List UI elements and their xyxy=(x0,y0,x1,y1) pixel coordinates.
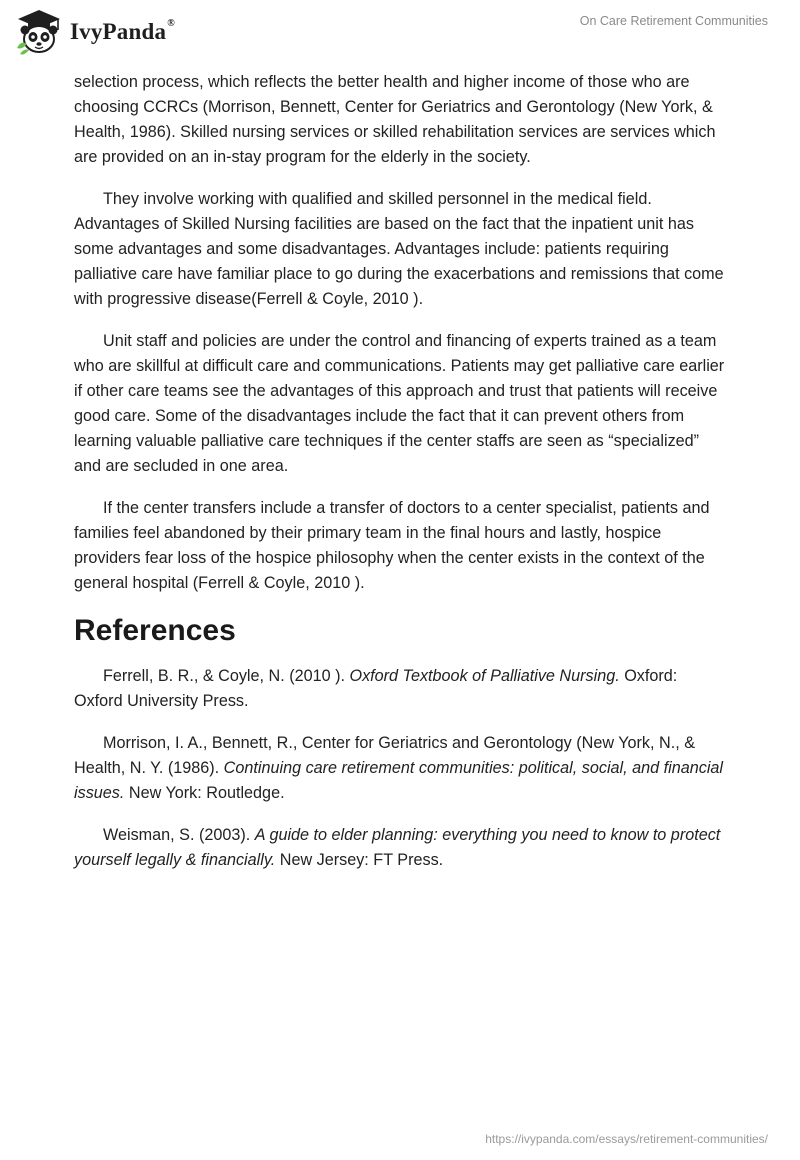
reference-item xyxy=(74,731,726,806)
body-paragraph: If the center transfers include a transfer of doctors to a center specialist, patients and families feel abandoned by their primary team in the final hours and lastly, hospice providers fear loss of the hospice philosophy when the center exists in the context of the general hospital (Ferrell & Coyle, 2010 ). xyxy=(74,499,710,592)
reference-publisher: New Jersey: FT Press. xyxy=(275,851,444,869)
reference-publisher: Oxford: Oxford University Press. xyxy=(74,667,678,710)
brand-name: IvyPanda® xyxy=(70,18,175,44)
reference-title: Oxford Textbook of Palliative Nursing. xyxy=(349,667,620,685)
reference-item xyxy=(74,823,726,873)
reference-publisher: New York: Routledge. xyxy=(124,784,285,802)
reference-authors: Ferrell, B. R., & Coyle, N. (2010 ). xyxy=(103,667,350,685)
reference-title: Continuing care retirement communities: political, social, and financial issues. xyxy=(74,759,724,802)
page-header xyxy=(0,0,800,66)
essay-content xyxy=(74,70,726,890)
source-url[interactable]: https://ivypanda.com/essays/retirement-communities/ xyxy=(485,1132,768,1146)
ivypanda-logo[interactable] xyxy=(14,8,175,56)
body-paragraph: Unit staff and policies are under the control and financing of experts trained as a team who are skillful at difficult care and communications. Patients may get palliative care earlier if other care teams see the advantages of this approach and trust that patients will receive good care. Some of the disadvantages include the fact that it can prevent others from learning valuable palliative care techniques if the center staffs are seen as “specialized” and are secluded in one area. xyxy=(74,332,725,475)
references-heading: References xyxy=(74,614,236,647)
reference-authors: Morrison, I. A., Bennett, R., Center for Geriatrics and Gerontology (New York, N., & Health, N. Y. (1986). xyxy=(74,734,695,777)
panda-graduate-icon xyxy=(14,8,64,56)
body-paragraph: They involve working with qualified and skilled personnel in the medical field. Advantages of Skilled Nursing facilities are based on the fact that the inpatient unit has some advantages and some disadvantages. Advantages include: patients requiring palliative care have familiar place to go during the exacerbations and remissions that come with progressive disease(Ferrell & Coyle, 2010 ). xyxy=(74,190,724,308)
reference-item xyxy=(74,664,726,714)
body-paragraph: selection process, which reflects the better health and higher income of those who are choosing CCRCs (Morrison, Bennett, Center for Geriatrics and Gerontology (New York, & Health, 1986). Skilled nursing services or skilled rehabilitation services are services which are provided on an in-stay program for the elderly in the society. xyxy=(74,73,716,166)
registered-mark: ® xyxy=(167,18,175,30)
reference-title: A guide to elder planning: everything you need to know to protect yourself legally & financially. xyxy=(74,826,721,869)
document-title: On Care Retirement Communities xyxy=(579,14,768,28)
reference-authors: Weisman, S. (2003). xyxy=(103,826,255,844)
